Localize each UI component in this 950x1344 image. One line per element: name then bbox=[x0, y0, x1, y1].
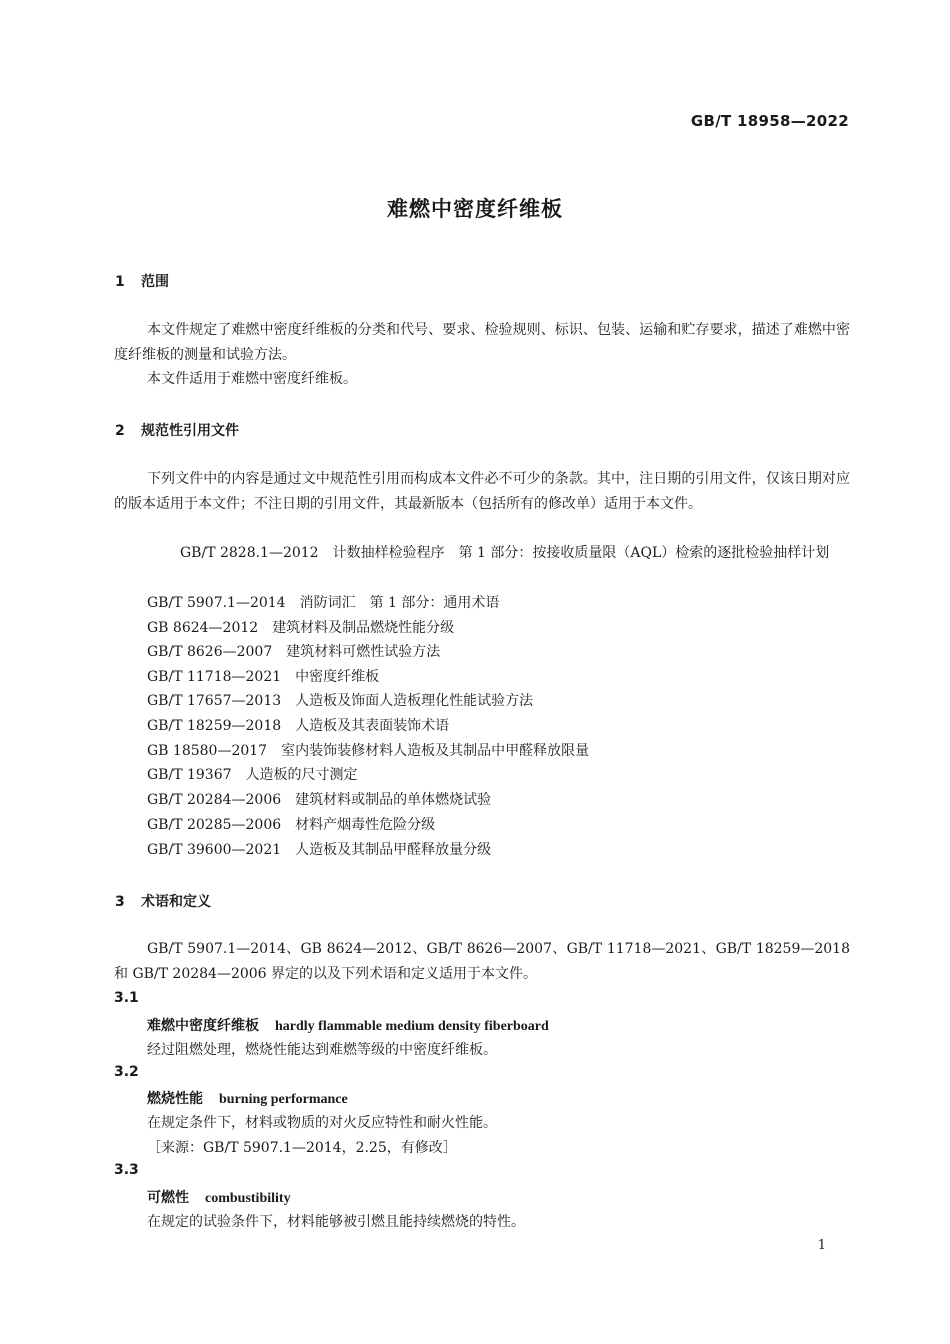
term-english: combustibility bbox=[205, 1191, 291, 1206]
reference-item bbox=[147, 740, 589, 760]
section-number: 1 bbox=[115, 274, 125, 290]
section-title: 规范性引用文件 bbox=[141, 423, 239, 439]
reference-code: GB 8624—2012 bbox=[147, 620, 259, 636]
reference-code: GB/T 39600—2021 bbox=[147, 842, 282, 858]
section-number: 3 bbox=[115, 894, 125, 910]
term-heading bbox=[147, 1015, 549, 1035]
reference-code: GB/T 5907.1—2014 bbox=[147, 595, 286, 611]
section-title: 术语和定义 bbox=[141, 894, 211, 910]
term-english: hardly flammable medium density fiberboard bbox=[275, 1019, 549, 1034]
reference-title: 人造板及其制品甲醛释放量分级 bbox=[295, 842, 492, 858]
reference-code: GB/T 19367 bbox=[147, 767, 232, 783]
reference-title: 人造板及饰面人造板理化性能试验方法 bbox=[295, 693, 534, 709]
section-title: 范围 bbox=[141, 274, 169, 290]
reference-item bbox=[147, 592, 499, 612]
reference-code: GB/T 8626—2007 bbox=[147, 644, 273, 660]
term-chinese: 燃烧性能 bbox=[147, 1091, 203, 1107]
reference-item bbox=[147, 715, 449, 735]
standard-code: GB/T 18958—2022 bbox=[690, 112, 849, 130]
reference-code: GB/T 20285—2006 bbox=[147, 817, 282, 833]
section-3-heading bbox=[115, 891, 211, 911]
reference-code: GB/T 11718—2021 bbox=[147, 669, 282, 685]
normative-intro: 下列文件中的内容是通过文中规范性引用而构成本文件必不可少的条款。其中，注日期的引用文件，仅该日期对应的版本适用于本文件；不注日期的引用文件，其最新版本（包括所有的修改单）适用于本文件。 bbox=[114, 471, 850, 512]
page-number: 1 bbox=[817, 1238, 826, 1253]
reference-title: 材料产烟毒性危险分级 bbox=[295, 817, 436, 833]
reference-item bbox=[114, 541, 850, 566]
reference-code: GB/T 2828.1—2012 bbox=[180, 545, 319, 561]
term-definition: 经过阻燃处理，燃烧性能达到难燃等级的中密度纤维板。 bbox=[147, 1042, 497, 1058]
section-number: 2 bbox=[115, 423, 125, 439]
reference-code: GB/T 18259—2018 bbox=[147, 718, 282, 734]
reference-item bbox=[147, 690, 533, 710]
reference-item bbox=[147, 814, 435, 834]
term-number: 3.1 bbox=[114, 990, 139, 1006]
term-definition: 在规定的试验条件下，材料能够被引燃且能持续燃烧的特性。 bbox=[147, 1214, 525, 1230]
section-1-heading bbox=[115, 271, 169, 291]
reference-item bbox=[147, 839, 491, 859]
term-definition: 在规定条件下，材料或物质的对火反应特性和耐火性能。 bbox=[147, 1115, 497, 1131]
terms-intro: GB/T 5907.1—2014、GB 8624—2012、GB/T 8626—2007、GB/T 11718—2021、GB/T 18259—2018 和 GB/T 20284—2006 界定的以及下列术语和定义适用于本文件。 bbox=[114, 941, 850, 982]
reference-item bbox=[147, 666, 379, 686]
reference-code: GB/T 20284—2006 bbox=[147, 792, 282, 808]
reference-title: 中密度纤维板 bbox=[295, 669, 380, 685]
term-heading bbox=[147, 1187, 291, 1207]
reference-item bbox=[147, 789, 491, 809]
section-2-heading bbox=[115, 420, 239, 440]
reference-item bbox=[147, 764, 358, 784]
term-chinese: 难燃中密度纤维板 bbox=[147, 1018, 259, 1034]
term-number: 3.2 bbox=[114, 1064, 139, 1080]
reference-title: 室内装饰装修材料人造板及其制品中甲醛释放限量 bbox=[281, 743, 590, 759]
reference-code: GB 18580—2017 bbox=[147, 743, 268, 759]
reference-title: 建筑材料及制品燃烧性能分级 bbox=[272, 620, 455, 636]
document-title: 难燃中密度纤维板 bbox=[387, 197, 563, 221]
reference-title: 消防词汇 第 1 部分：通用术语 bbox=[299, 595, 500, 611]
term-english: burning performance bbox=[219, 1092, 348, 1107]
reference-item bbox=[147, 641, 440, 661]
reference-code: GB/T 17657—2013 bbox=[147, 693, 282, 709]
scope-applicability: 本文件适用于难燃中密度纤维板。 bbox=[147, 371, 357, 387]
term-number: 3.3 bbox=[114, 1162, 139, 1178]
term-heading bbox=[147, 1088, 348, 1108]
reference-title: 人造板的尺寸测定 bbox=[245, 767, 358, 783]
reference-title: 计数抽样检验程序 第 1 部分：按接收质量限（AQL）检索的逐批检验抽样计划 bbox=[332, 545, 830, 561]
term-chinese: 可燃性 bbox=[147, 1190, 189, 1206]
reference-title: 建筑材料可燃性试验方法 bbox=[286, 644, 441, 660]
reference-title: 建筑材料或制品的单体燃烧试验 bbox=[295, 792, 492, 808]
reference-title: 人造板及其表面装饰术语 bbox=[295, 718, 450, 734]
term-source: ［来源：GB/T 5907.1—2014，2.25，有修改］ bbox=[147, 1140, 457, 1156]
scope-paragraph: 本文件规定了难燃中密度纤维板的分类和代号、要求、检验规则、标识、包装、运输和贮存要求，描述了难燃中密度纤维板的测量和试验方法。 bbox=[114, 322, 850, 363]
reference-item bbox=[147, 617, 454, 637]
